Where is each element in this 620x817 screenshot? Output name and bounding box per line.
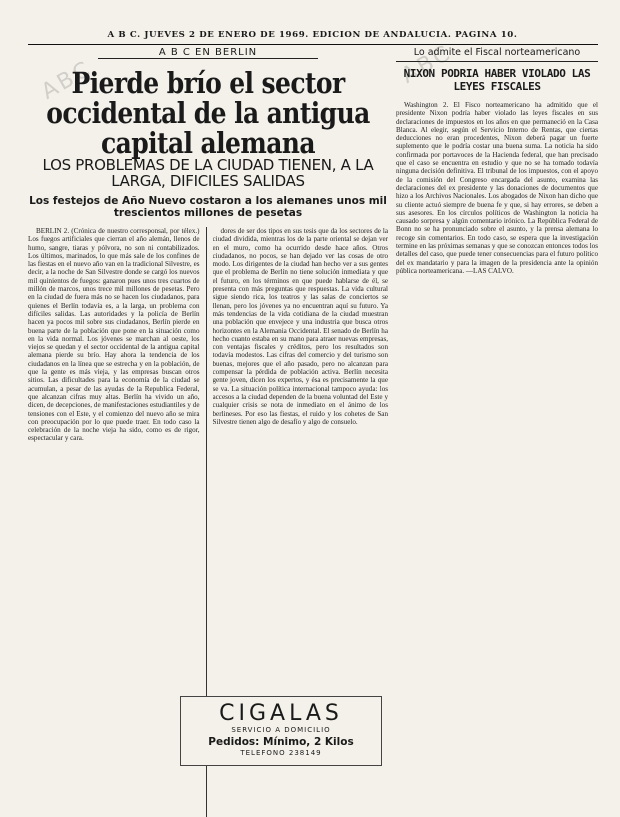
side-article-column xyxy=(396,101,598,751)
side-article xyxy=(396,47,598,751)
section-label: A B C EN BERLIN xyxy=(98,47,318,59)
watermark-stamp: ABC xyxy=(37,56,97,105)
ad-brand: CIGALAS xyxy=(219,701,343,726)
side-article-text: Washington 2. El Fisco norteamericano ha admitido que el presidente Nixon podría haber violado las leyes fiscales en sus declaraciones de impuestos en los años en que permaneció en la Casa Blanca. Al elegir, según el Servicio Interno de Rentas, que ciertas deducciones no eran procedentes, Nixon deberá pagar un fuerte suplemento que le podría costar una buena suma. La noticia ha sido confirmada por portavoces de la Hacienda federal, que han precisado que el caso se encuentra en estudio y que no se ha tomado todavía ninguna decisión definitiva. El tribunal de los impuestos, con el apoyo de la comisión del Congreso encargada del asunto, examina las declaraciones del ex presidente y las donaciones de documentos que hizo a los Archivos Nacionales. Los abogados de Nixon han dicho que su cliente actuó siempre de buena fe y que, si hay errores, se deben a sus asesores. En los círculos políticos de Washington la noticia ha causado sorpresa y algún comentario irónico. La República Federal de Bonn no se ha pronunciado sobre el asunto, y la prensa alemana lo recoge sin comentarios. En todo caso, se espera que la investigación termine en las próximas semanas y que se conozcan entonces todos los detalles del caso, que puede tener consecuencias para el futuro político del ex mandatario y para la imagen de la presidencia ante la opinión pública norteamericana. —LAS CALVO. xyxy=(396,101,598,275)
ad-tagline: SERVICIO A DOMICILIO xyxy=(231,726,331,734)
masthead-rule xyxy=(28,44,598,45)
ad-phone: TELEFONO 238149 xyxy=(240,749,322,757)
article-text: BERLIN 2. (Crónica de nuestro corresponsal, por télex.) Los fuegos artificiales que cierran el año alemán, llenos de humo, sangre, tiaras y pólvora, no son ni contabilizados. Los últimos, marinados, lo que más sale de los confines de las fiestas en el nuevo año van en la tradicional Silvestre, es decir, a la noche de San Silvestre donde se cargó los nuevos mil quinientos de fuegos: ganaron pues unos tres cuartos de millón de marcos, unos trece mil millones de pesetas. Pero en la ciudad de fuera más no se hacen los ciudadanos, para quienes el Berlín todavía es, a la larga, un problema con difíciles salidas. Las autoridades y la policía de Berlín hacen ya pocos mil sobre sus ciudadanos, Berlín pierde en buena parte de la población que pone en la situación como en la vida normal. Los jóvenes se marchan al oeste, los viejos se quedan y el sector occidental de la antigua capital alemana pierde su brío. Hay ahora la tendencia de los ciudadanos en la línea que se estrecha y en la población, de que la gente es más vieja, y las empresas buscan otros sitios. Las dificultades para la economía de la ciudad se acumulan, a pesar de las ayudas de la Republica Federal, que alcanzan cifras muy altas. Berlín ha vivido un año, dicen, de decepciones, de manifestaciones estudiantiles y de tensiones con el Este, y el comienzo del nuevo año se mira con preocupación por lo que puede traer. En todo caso la celebración de la noche vieja ha sido, como es de rigor, espectacular y cara. xyxy=(28,227,200,443)
masthead: A B C. JUEVES 2 DE ENERO DE 1969. EDICION DE ANDALUCIA. PAGINA 10. xyxy=(107,30,518,40)
article-text: dores de ser dos tipos en sus tesis que da los sectores de la ciudad dividida, mientras los de la parte oriental se dejan ver en el muro, como ha ocurrido desde hace años. Otros ciudadanos, no pocos, se han dejado ver las cosas de otro modo. Los dirigentes de la ciudad han hecho ver a sus gentes que el problema de Berlín no tiene solución inmediata y que el futuro, en los términos en que puede hablarse de él, se presenta con más preguntas que respuestas. La vida cultural sigue siendo rica, los teatros y las salas de conciertos se llenan, pero los jóvenes ya no encuentran aquí su futuro. Ya más tendencias de la vida cotidiana de la ciudad muestran una población que envejece y una industria que busca otros horizontes en la Alemania Occidental. El senado de Berlín ha hecho cuanto estaba en su mano para atraer nuevas empresas, con ventajas fiscales y créditos, pero los resultados son todavía modestos. Las cifras del comercio y del turismo son buenas, mejores que el año pasado, pero no alcanzan para compensar la pérdida de población activa. Berlín necesita gente joven, dicen los expertos, y ésa es precisamente la que se va. La situación política internacional tampoco ayuda: los accesos a la ciudad dependen de la buena voluntad del Este y cualquier crisis se nota de inmediato en el ánimo de los berlineses. Por eso las fiestas, el ruido y los cohetes de San Silvestre tienen algo de desafío y algo de consuelo. xyxy=(212,227,388,426)
subheadline: LOS PROBLEMAS DE LA CIUDAD TIENEN, A LA LARGA, DIFICILES SALIDAS xyxy=(42,156,374,190)
article-column-2 xyxy=(213,227,389,747)
cigalas-ad xyxy=(180,696,382,766)
side-kicker: Lo admite el Fiscal norteamericano xyxy=(396,47,598,62)
article-column-1 xyxy=(28,227,200,817)
side-headline: NIXON PODRIA HABER VIOLADO LAS LEYES FISCALES xyxy=(403,67,591,93)
headline: Pierde brío el sector occidental de la antigua capital alemana xyxy=(46,66,370,160)
watermark-stamp: ABC xyxy=(397,40,457,89)
deck: Los festejos de Año Nuevo costaron a los alemanes unos mil trescientos millones de pesetas xyxy=(29,195,387,219)
ad-order: Pedidos: Mínimo, 2 Kilos xyxy=(208,736,354,748)
